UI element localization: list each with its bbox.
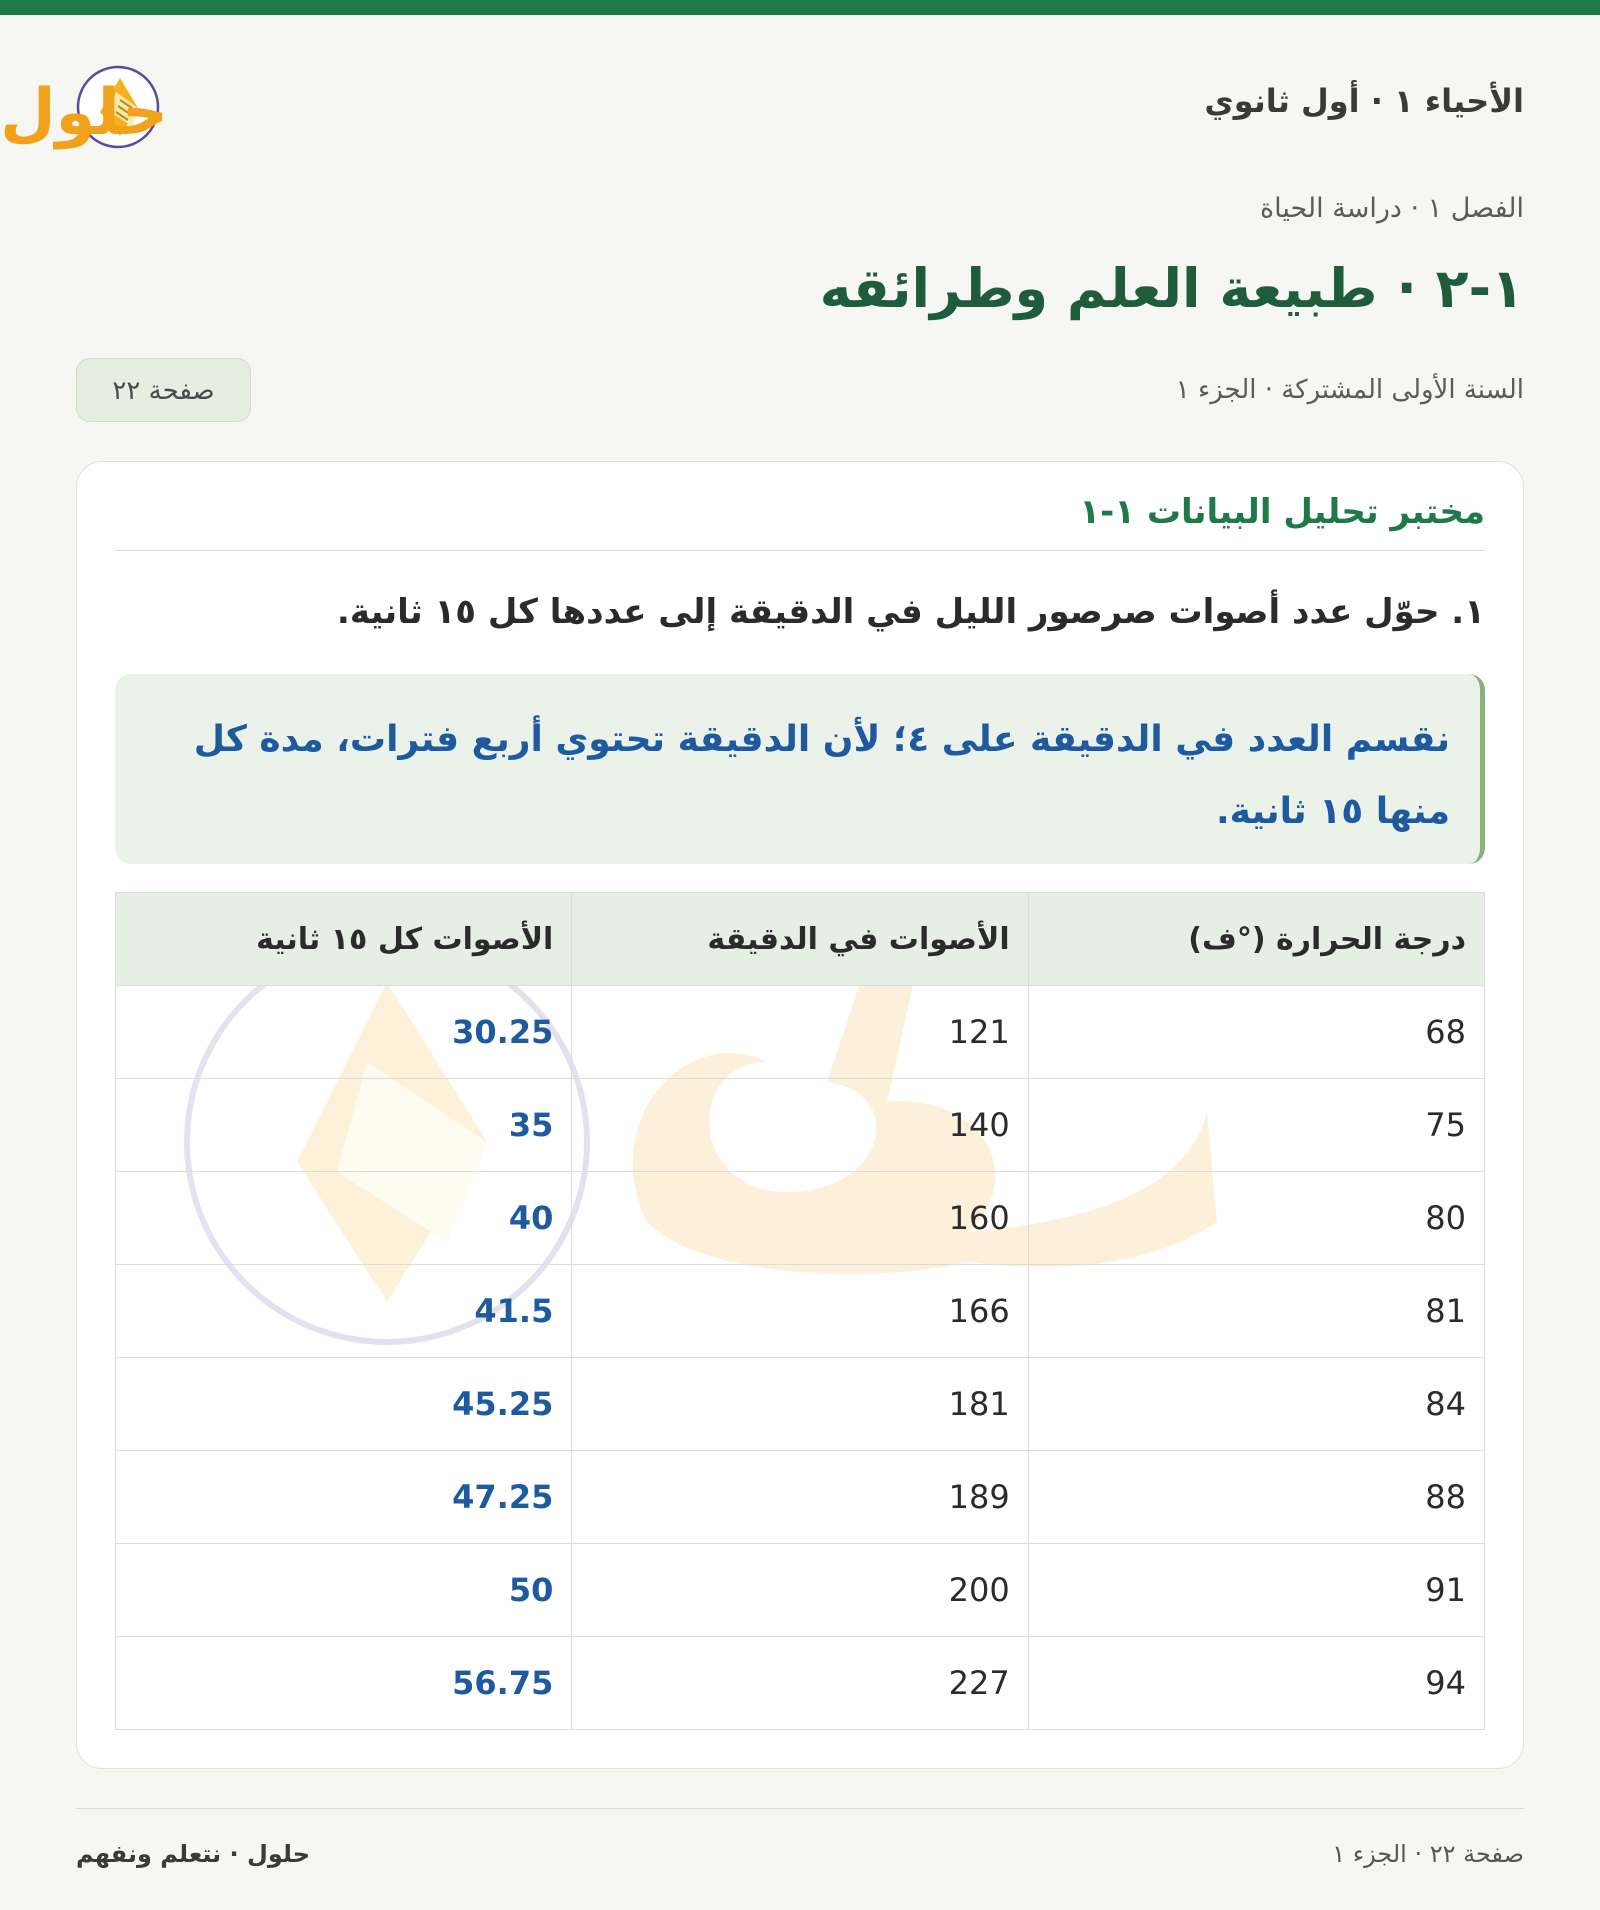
table-row: [116, 986, 1485, 1079]
cell-per-minute: 160: [572, 1172, 1028, 1265]
cell-per-minute: 227: [572, 1637, 1028, 1730]
cell-per-15-seconds: 47.25: [116, 1451, 572, 1544]
cell-temperature: 94: [1028, 1637, 1484, 1730]
cell-temperature: 80: [1028, 1172, 1484, 1265]
answer-box: نقسم العدد في الدقيقة على ٤؛ لأن الدقيقة تحتوي أربع فترات، مدة كل منها ١٥ ثانية.: [115, 674, 1485, 864]
cell-per-15-seconds: 41.5: [116, 1265, 572, 1358]
header-temperature: درجة الحرارة (°ف): [1028, 893, 1484, 986]
header-per-minute: الأصوات في الدقيقة: [572, 893, 1028, 986]
table-row: [116, 1358, 1485, 1451]
cell-temperature: 84: [1028, 1358, 1484, 1451]
cell-per-minute: 200: [572, 1544, 1028, 1637]
lab-card: [76, 461, 1524, 1769]
cell-per-15-seconds: 50: [116, 1544, 572, 1637]
footer-brand: حلول · نتعلم ونفهم: [76, 1840, 310, 1868]
cell-per-minute: 121: [572, 986, 1028, 1079]
table-row: [116, 1451, 1485, 1544]
table-row: [116, 1544, 1485, 1637]
logo-text: حلول: [0, 76, 168, 150]
cell-per-15-seconds: 30.25: [116, 986, 572, 1079]
cell-temperature: 91: [1028, 1544, 1484, 1637]
cell-per-15-seconds: 40: [116, 1172, 572, 1265]
table-row: [116, 1637, 1485, 1730]
page-header: [0, 52, 1524, 172]
table-row: [116, 1265, 1485, 1358]
grade-meta: السنة الأولى المشتركة · الجزء ١: [1175, 375, 1524, 405]
section-title: مختبر تحليل البيانات ١-١: [115, 492, 1485, 551]
footer-page-info: صفحة ٢٢ · الجزء ١: [1332, 1840, 1524, 1868]
lesson-title: ١-٢ · طبيعة العلم وطرائقه: [819, 257, 1524, 320]
cell-per-15-seconds: 56.75: [116, 1637, 572, 1730]
cell-per-minute: 166: [572, 1265, 1028, 1358]
page-number-badge: صفحة ٢٢: [76, 358, 251, 422]
cell-per-minute: 189: [572, 1451, 1028, 1544]
cell-per-minute: 181: [572, 1358, 1028, 1451]
cell-per-15-seconds: 35: [116, 1079, 572, 1172]
cell-per-minute: 140: [572, 1079, 1028, 1172]
top-accent-bar: [0, 0, 1600, 15]
cell-temperature: 68: [1028, 986, 1484, 1079]
table-row: [116, 1079, 1485, 1172]
hulul-logo[interactable]: [0, 52, 336, 162]
cell-per-15-seconds: 45.25: [116, 1358, 572, 1451]
table-row: [116, 1172, 1485, 1265]
book-title: الأحياء ١ · أول ثانوي: [1204, 82, 1524, 120]
data-table: [115, 892, 1485, 1730]
header-per-15-seconds: الأصوات كل ١٥ ثانية: [116, 893, 572, 986]
footer-divider: [76, 1808, 1524, 1809]
cell-temperature: 81: [1028, 1265, 1484, 1358]
chapter-label: الفصل ١ · دراسة الحياة: [1259, 193, 1524, 224]
cell-temperature: 88: [1028, 1451, 1484, 1544]
table-header-row: [116, 893, 1485, 986]
question-text: ١. حوّل عدد أصوات صرصور الليل في الدقيقة إلى عددها كل ١٥ ثانية.: [336, 592, 1485, 632]
cell-temperature: 75: [1028, 1079, 1484, 1172]
